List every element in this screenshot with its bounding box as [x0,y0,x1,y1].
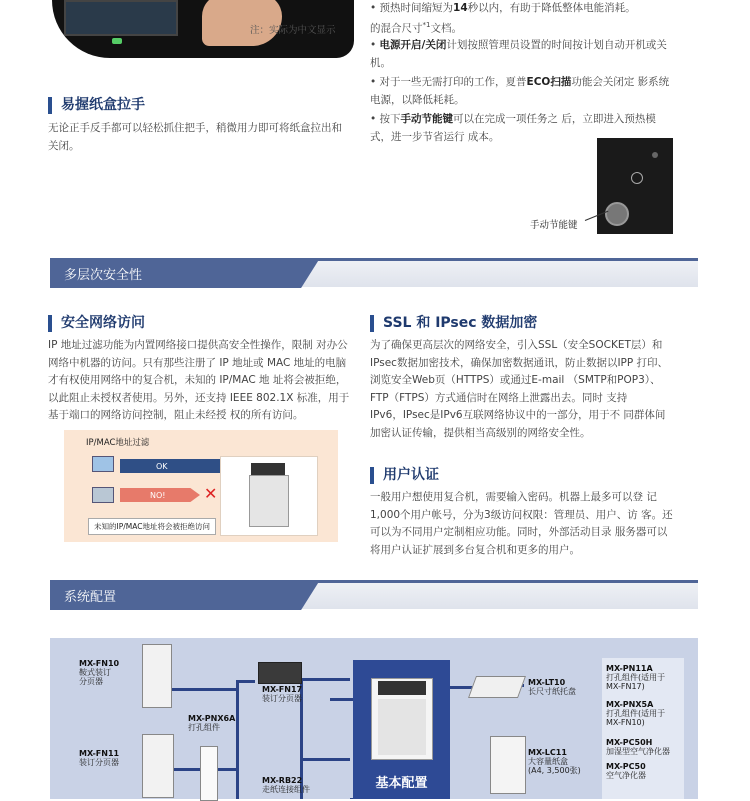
energy-key-photo [597,138,673,234]
mx-fn11-label: MX-FN11 装订分页器 [79,749,120,767]
network-access-text: IP 地址过滤功能为内置网络接口提供高安全性操作，限制 对办公 网络中机器的访问。只有那些注册了 IP 地址或 MAC 地址的电脑 才有权使用网络中的复合机，未知的 IP/MAC 地 址将会被拒绝， 以此阻止未授权者使用。另外，还支持 IEEE 802.1X 标准，用于 基于端口的网络访问控制，阻止未经授 权的所有访问。 [48,339,350,421]
user-auth-text: 一般用户想使用复合机，需要输入密码。机器上最多可以登 记 1,000个用户帐号，分为3级访问权限：管理员、用户、访 客。还 可以为不同用户定制相应功能。同时，外部活动目录 服务器可以 将用户认证扩展到多台复合机和更多的用户。 [370,491,673,556]
lcc-image [490,736,526,794]
power-icon [631,172,643,184]
ssl-ipsec-text: 为了确保更高层次的网络安全，引入SSL（安全SOCKET层）和 IPsec数据加密技术，确保加密数据通讯，防止数据以IPP 打印、 浏览安全Web页（HTTPS）或通过E-mail （SMTP和POP3）、 FTP（FTPS）方式通信时在网络上泄露出去。同时 支持 IPv6，IPsec是IPv6互联网络协议中的一部分，用于不 同群体间 加密认证传输，提供相当高级别的网络安全性。 [370,339,669,439]
touch-screen [64,0,178,36]
mx-lt10-label: MX-LT10 长尺寸纸托盘 [528,678,576,696]
base-config-label: 基本配置 [375,776,428,791]
network-access-title: 安全网络访问 [48,315,145,332]
bullet-line: • 预热时间缩短为14秒以内，有助于降低整体电能消耗。 [370,2,636,14]
ip-filter-diagram [64,430,338,542]
security-banner [50,258,698,290]
energy-bullets [370,0,700,146]
computer-icon [92,487,114,503]
config-banner [50,580,698,612]
finisher-image [142,734,174,798]
ok-label: OK [156,462,168,471]
mx-fn17-label: MX-FN17 装订分页器 [262,685,303,703]
panel-button [112,38,122,44]
finisher-image [142,644,172,708]
mx-pc50-label: MX-PC50 空气净化器 [606,762,646,780]
mfp-image [371,678,433,760]
indicator-icon [652,152,658,158]
printer-image [220,456,318,536]
unknown-address-note: 未知的IP/MAC地址将会被拒绝访问 [88,518,216,535]
security-banner-title: 多层次安全性 [64,268,143,283]
mx-rb22-label: MX-RB22 走纸连接组件 [262,776,310,794]
energy-key-button [605,202,629,226]
user-auth-title: 用户认证 [370,467,439,484]
ssl-ipsec-title: SSL 和 IPsec 数据加密 [370,315,537,332]
tray-handle-title: 易握纸盒拉手 [48,97,145,114]
bullet-line: • 对于一些无需打印的工作，夏普ECO扫描功能会关闭定 影系统 [370,76,670,88]
photo-note: 注：实际为中文显示 [250,25,336,36]
no-label: NO! [150,491,166,500]
ip-filter-caption: IP/MAC地址过滤 [86,438,150,448]
long-tray-image [468,676,526,698]
tray-handle-text: 无论正手反手都可以轻松抓住把手，稍微用力即可将纸盒拉出和 关闭。 [48,122,342,152]
bullet-line: 式，进一步节省运行 成本。 [370,130,500,143]
deny-icon: ✕ [204,484,218,503]
mx-pc50h-label: MX-PC50H 加湿型空气净化器 [606,738,670,756]
options-panel [602,658,684,799]
mx-lc11-label: MX-LC11 大容量纸盒 (A4, 3,500张) [528,748,581,775]
config-banner-title: 系统配置 [64,590,117,605]
base-config-box [353,660,450,799]
punch-unit-image [200,746,218,801]
bullet-line: • 按下手动节能键可以在完成一项任务之 后，立即进入预热模 [370,113,656,125]
inner-finisher-image [258,662,302,684]
mx-fn10-label: MX-FN10 鞍式装订 分页器 [79,659,120,686]
bullet-line: 电源，以降低耗耗。 [370,93,465,106]
mx-pnx5a-label: MX-PNX5A 打孔组件(适用于 MX-FN10) [606,700,666,727]
computer-icon [92,456,114,472]
system-config-diagram [50,638,698,799]
mx-pn11a-label: MX-PN11A 打孔组件(适用于 MX-FN17) [606,664,666,691]
energy-key-label: 手动节能键 [530,220,578,231]
bullet-line: • 电源开启/关闭计划按照管理员设置的时间按计划自动开机或关 [370,39,667,51]
mx-pnx6a-label: MX-PNX6A 打孔组件 [188,714,236,732]
bullet-line: 的混合尺寸$^{*1}$文档。 [370,21,462,35]
bullet-line: 机。 [370,56,391,69]
